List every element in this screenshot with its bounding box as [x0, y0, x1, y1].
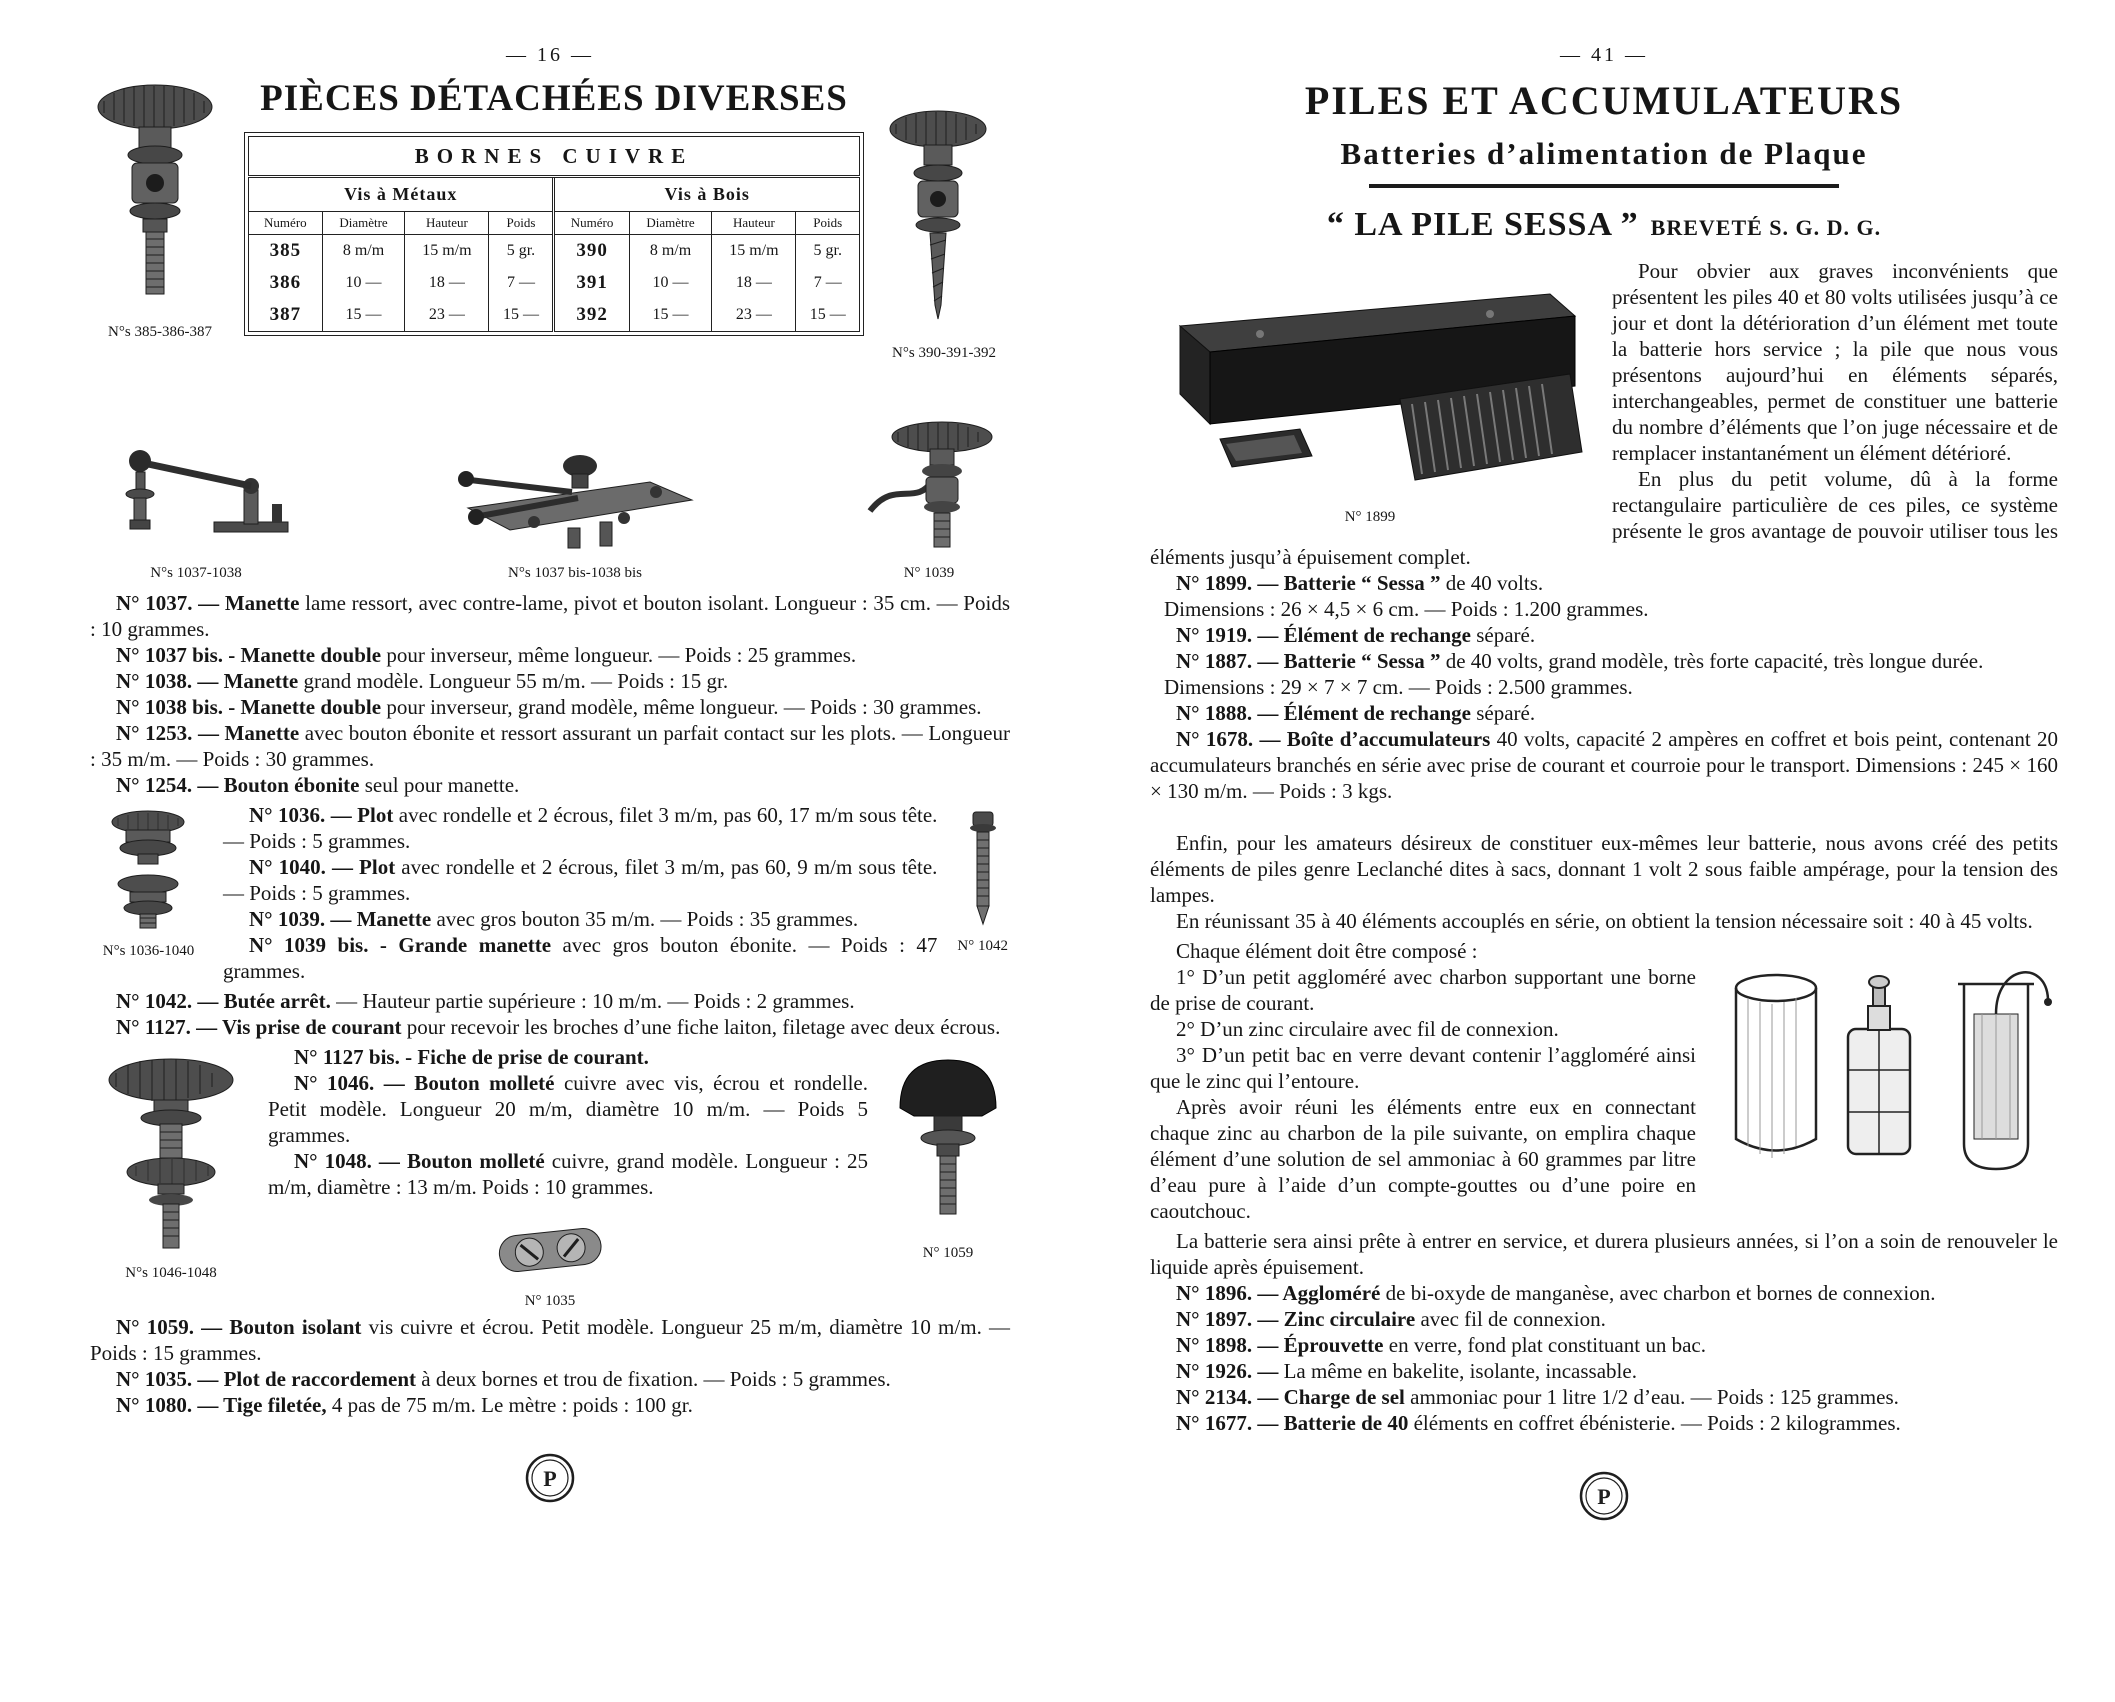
item-lead: N° 1678. — Boîte d’accumulateurs — [1176, 727, 1491, 751]
item-rest: cuivre avec vis, écrou et rondelle. Petit modèle. Longueur 20 m/m, diamètre 10 m/m. — Poids 5 grammes. — [268, 1071, 868, 1147]
cell: 387 — [269, 304, 302, 325]
point-3-paragraph: 3° D’un petit bac en verre devant contenir l’aggloméré ainsi que le zinc qui l’entoure. — [1150, 1043, 1696, 1093]
right-items — [1150, 1280, 2058, 1436]
patent-label: BREVETÉ S. G. D. G. — [1650, 215, 1882, 240]
point-1-paragraph: 1° D’un petit aggloméré avec charbon supportant une borne de prise de courant. — [1150, 965, 1696, 1015]
knob-lever-drawing — [854, 415, 1004, 555]
item-lead: N° 1038. — Manette — [116, 669, 299, 693]
item-lead: N° 1037 bis. - Manette double — [116, 643, 382, 667]
cell: 8 m/m — [629, 235, 712, 268]
catalog-item-1036 — [90, 802, 1010, 854]
knurled-knobs-drawing — [96, 1050, 246, 1255]
monogram-letter: P — [1597, 1484, 1611, 1509]
item-lead: N° 1037. — Manette — [116, 591, 300, 615]
binding-post-wood-illustration — [878, 103, 1010, 362]
publisher-monogram-icon — [1578, 1470, 1630, 1522]
item-lead: N° 1048. — Bouton molleté — [294, 1149, 545, 1173]
cell: 392 — [554, 299, 629, 332]
item-rest: avec fil de connexion. — [1415, 1307, 1606, 1331]
catalog-item-1677 — [1150, 1410, 2058, 1436]
dark-knob-drawing — [888, 1050, 1008, 1235]
item-lead: N° 1039 bis. - Grande manette — [249, 933, 552, 957]
item-rest: séparé. — [1470, 701, 1536, 725]
left-header-center — [248, 77, 860, 332]
cell: 15 — — [489, 299, 554, 332]
catalog-item-1038bis — [90, 694, 1010, 720]
catalog-item-1887 — [1150, 648, 2058, 674]
col-hauteur: Hauteur — [405, 212, 489, 235]
item-lead: N° 1035. — Plot de raccordement — [116, 1367, 416, 1391]
item-lead: N° 1919. — Élément de rechange — [1176, 623, 1471, 647]
sessa-battery-drawing — [1150, 264, 1590, 499]
cell: 15 m/m — [405, 235, 489, 268]
col-diametre-2: Diamètre — [629, 212, 712, 235]
item-rest: — Hauteur partie supérieure : 10 m/m. — Poids : 2 grammes. — [330, 989, 855, 1013]
item-rest: vis cuivre et écrou. Petit modèle. Longueur 25 m/m, diamètre 10 m/m. — Poids : 15 grammes. — [90, 1315, 1010, 1365]
product-heading — [1150, 206, 2058, 244]
page-number-left: — 16 — — [506, 44, 594, 66]
cell: 23 — — [712, 299, 796, 332]
caption-1037bis-1038bis: N°s 1037 bis-1038 bis — [508, 565, 642, 581]
group-vis-bois: Vis à Bois — [554, 177, 860, 212]
item-rest: pour inverseur, même longueur. — Poids : 25 grammes. — [381, 643, 857, 667]
col-numero-2: Numéro — [554, 212, 629, 235]
catalog-item-2134 — [1150, 1384, 2058, 1410]
cell: 8 m/m — [322, 235, 405, 268]
table-row — [249, 267, 860, 299]
sessa-battery-illustration — [1150, 264, 1590, 526]
col-numero: Numéro — [249, 212, 323, 235]
catalog-item-1678 — [1150, 726, 2058, 804]
item-rest: éléments en coffret ébénisterie. — Poids : 2 kilogrammes. — [1408, 1411, 1901, 1435]
dark-knob-illustration — [888, 1050, 1008, 1262]
connection-plate-illustration — [493, 1208, 608, 1310]
subtitle-divider — [1369, 184, 1839, 188]
item-lead: N° 1042. — Butée arrêt. — [116, 989, 331, 1013]
cell: 18 — — [712, 267, 796, 299]
item-rest: grand modèle. Longueur 55 m/m. — Poids : 15 gr. — [298, 669, 729, 693]
publisher-logo-right — [1150, 1470, 2058, 1527]
binding-post-metal-drawing — [90, 79, 220, 314]
cell: 15 m/m — [712, 235, 796, 268]
item-rest: La même en bakelite, isolante, incassable. — [1278, 1359, 1637, 1383]
catalog-item-1040 — [90, 854, 1010, 906]
dimensions-1887: Dimensions : 29 × 7 × 7 cm. — Poids : 2.500 grammes. — [1164, 675, 1633, 699]
item-lead: N° 1254. — Bouton ébonite — [116, 773, 360, 797]
catalog-item-1038 — [90, 668, 1010, 694]
cell: 10 — — [629, 267, 712, 299]
item-lead: N° 1896. — Aggloméré — [1176, 1281, 1381, 1305]
item-lead: N° 1898. — Éprouvette — [1176, 1333, 1384, 1357]
volume-paragraph: En plus du petit volume, dû à la forme rectangulaire particulière de ces piles, ce système présente le gros avantage de pouvoir utiliser tous les éléments jusqu’à épuisement complet. — [1150, 467, 2058, 569]
knurled-knobs-illustration — [96, 1050, 246, 1282]
compose-paragraph: Chaque élément doit être composé : — [1176, 939, 1478, 963]
cell: 5 gr. — [796, 235, 860, 268]
col-poids-2: Poids — [796, 212, 860, 235]
right-page-title: PILES ET ACCUMULATEURS — [1304, 78, 1904, 123]
item-lead: N° 1059. — Bouton isolant — [116, 1315, 362, 1339]
lever-illustrations-row — [96, 415, 1004, 582]
product-name: “ LA PILE SESSA ” — [1326, 206, 1639, 243]
dimensions-1899: Dimensions : 26 × 4,5 × 6 cm. — Poids : 1.200 grammes. — [1164, 597, 1649, 621]
col-poids: Poids — [489, 212, 554, 235]
item-lead: N° 1899. — Batterie “ Sessa ” — [1176, 571, 1441, 595]
right-page-subtitle: Batteries d’alimentation de Plaque — [1340, 136, 1868, 171]
serie-paragraph: En réunissant 35 à 40 éléments accouplés en série, on obtient la tension nécessaire soit : 40 à 45 volts. — [1176, 909, 2033, 933]
catalog-item-1042 — [90, 988, 1010, 1014]
item-lead: N° 1887. — Batterie “ Sessa ” — [1176, 649, 1441, 673]
pile-elements-drawing — [1716, 944, 2056, 1209]
catalog-item-1059 — [90, 1314, 1010, 1366]
item-rest: de 40 volts, grand modèle, très forte capacité, très longue durée. — [1440, 649, 1984, 673]
item-lead: N° 1127. — Vis prise de courant — [116, 1015, 402, 1039]
cell: 390 — [554, 235, 629, 268]
stud-drawing — [961, 808, 1005, 928]
item-rest: seul pour manette. — [359, 773, 520, 797]
group-vis-metaux: Vis à Métaux — [249, 177, 554, 212]
catalog-item-1037bis — [90, 642, 1010, 668]
item-rest: cuivre, grand modèle. Longueur : 25 m/m, diamètre : 13 m/m. Poids : 10 grammes. — [268, 1149, 868, 1199]
batterie-paragraph: La batterie sera ainsi prête à entrer en service, et durera plusieurs années, si l’on a soin de renouveler le liquide après épuisement. — [1150, 1229, 2058, 1279]
item-rest: ammoniac pour 1 litre 1/2 d’eau. — Poids : 125 grammes. — [1404, 1385, 1899, 1409]
binding-post-wood-drawing — [878, 103, 998, 335]
stud-illustration — [957, 808, 1008, 955]
item-rest: en verre, fond plat constituant un bac. — [1383, 1333, 1706, 1357]
connection-plate-drawing — [493, 1208, 608, 1283]
lever-switch-drawing — [96, 430, 296, 555]
lever-switch-illustration — [96, 430, 296, 582]
catalog-item-1926 — [1150, 1358, 2058, 1384]
table-title: BORNES CUIVRE — [249, 137, 860, 177]
col-hauteur-2: Hauteur — [712, 212, 796, 235]
item-rest: 4 pas de 75 m/m. Le mètre : poids : 100 gr. — [326, 1393, 693, 1417]
caption-1037-1038: N°s 1037-1038 — [150, 565, 242, 581]
catalog-item-1127 — [90, 1014, 1010, 1040]
knobs-block — [90, 1044, 1010, 1310]
catalog-item-1896 — [1150, 1280, 2058, 1306]
item-rest: de bi-oxyde de manganèse, avec charbon et bornes de connexion. — [1380, 1281, 1936, 1305]
item-lead: N° 1039. — Manette — [249, 907, 432, 931]
cell: 15 — — [629, 299, 712, 332]
catalog-item-1897 — [1150, 1306, 2058, 1332]
left-items — [90, 590, 1010, 1418]
item-lead: N° 1677. — Batterie de 40 — [1176, 1411, 1409, 1435]
cell: 18 — — [405, 267, 489, 299]
item-rest: avec gros bouton ébonite. — Poids : 47 grammes. — [223, 933, 938, 983]
page-number-right: — 41 — — [1560, 44, 1648, 66]
pile-elements-illustration — [1716, 944, 2056, 1214]
double-lever-illustration — [450, 430, 700, 582]
item-lead: N° 1897. — Zinc circulaire — [1176, 1307, 1416, 1331]
item-rest: avec rondelle et 2 écrous, filet 3 m/m, pas 60, 17 m/m sous tête. — Poids : 5 grammes. — [223, 803, 938, 853]
item-lead: N° 1046. — Bouton molleté — [294, 1071, 555, 1095]
catalog-item-1039 — [90, 906, 1010, 932]
item-lead: N° 1127 bis. - Fiche de prise de courant. — [294, 1045, 649, 1069]
item-lead: N° 1040. — Plot — [249, 855, 396, 879]
cell: 385 — [269, 240, 302, 261]
plots-illustration — [96, 808, 201, 960]
table-row — [249, 235, 860, 268]
catalog-item-1039bis — [90, 932, 1010, 984]
item-rest: lame ressort, avec contre-lame, pivot et bouton isolant. Longueur : 35 cm. — Poids : 10 grammes. — [90, 591, 1010, 641]
battery-intro-block — [1150, 258, 2058, 804]
cell: 7 — — [489, 267, 554, 299]
item-rest: pour recevoir les broches d’une fiche laiton, filetage avec deux écrous. — [401, 1015, 1001, 1039]
catalog-item-1035 — [90, 1366, 1010, 1392]
enfin-paragraph: Enfin, pour les amateurs désireux de constituer eux-mêmes leur batterie, nous avons créé des petits éléments de piles genre Leclanché dites à sacs, donnant 1 volt 2 sous faible ampérage, pour la tension des lampes. — [1150, 831, 2058, 907]
item-lead: N° 1038 bis. - Manette double — [116, 695, 382, 719]
item-rest: avec bouton ébonite et ressort assurant un parfait contact sur les plots. — Longueur : 35 m/m. — Poids : 30 grammes. — [90, 721, 1010, 771]
bornes-cuivre-table — [248, 136, 860, 332]
page-41 — [1150, 44, 2058, 1527]
table-group-row — [249, 177, 860, 212]
item-rest: avec gros bouton 35 m/m. — Poids : 35 grammes. — [431, 907, 859, 931]
caption-posts-left: N°s 385-386-387 — [108, 324, 212, 340]
catalog-item-1253 — [90, 720, 1010, 772]
caption-posts-right: N°s 390-391-392 — [892, 345, 996, 361]
caption-knobs: N°s 1046-1048 — [125, 1265, 217, 1281]
catalog-item-1254 — [90, 772, 1010, 798]
publisher-monogram-icon — [524, 1452, 576, 1504]
point-2-paragraph: 2° D’un zinc circulaire avec fil de connexion. — [1176, 1017, 1559, 1041]
col-diametre: Diamètre — [322, 212, 405, 235]
cell: 23 — — [405, 299, 489, 332]
plots-block — [90, 802, 1010, 984]
double-lever-drawing — [450, 430, 700, 555]
cell: 7 — — [796, 267, 860, 299]
left-header — [90, 77, 1010, 395]
item-lead: N° 1926. — — [1176, 1359, 1279, 1383]
page-16 — [90, 44, 1010, 1509]
catalog-item-1898 — [1150, 1332, 2058, 1358]
table-row — [249, 299, 860, 332]
table-header-row — [249, 212, 860, 235]
cell: 10 — — [322, 267, 405, 299]
item-lead: N° 1253. — Manette — [116, 721, 300, 745]
cell: 15 — — [796, 299, 860, 332]
cell: 15 — — [322, 299, 405, 332]
item-rest: avec rondelle et 2 écrous, filet 3 m/m, pas 60, 9 m/m sous tête. — Poids : 5 grammes. — [223, 855, 938, 905]
caption-dark-knob: N° 1059 — [922, 1245, 974, 1261]
cell: 391 — [554, 267, 629, 299]
catalog-item-1899 — [1150, 570, 2058, 596]
publisher-logo-left — [90, 1452, 1010, 1509]
item-lead: N° 2134. — Charge de sel — [1176, 1385, 1405, 1409]
plots-drawing — [96, 808, 201, 933]
item-lead: N° 1888. — Élément de rechange — [1176, 701, 1471, 725]
intro-paragraph: Pour obvier aux graves inconvénients que présentent les piles 40 et 80 volts utilisées jusqu’à ce jour et dont la détérioration d’un élément met toute la batterie hors service ; la pile que nous vous présentons aujourd’hui en éléments séparés, interchangeables, permet de constituer une batterie du nombre d’éléments que l’on juge nécessaire et de remplacer instantanément un élément détérioré. — [1612, 259, 2058, 465]
caption-1039: N° 1039 — [903, 565, 955, 581]
caption-plots: N°s 1036-1040 — [102, 943, 195, 959]
item-rest: à deux bornes et trou de fixation. — Poids : 5 grammes. — [416, 1367, 891, 1391]
binding-post-metal-illustration — [90, 79, 230, 341]
item-rest: pour inverseur, grand modèle, même longueur. — Poids : 30 grammes. — [381, 695, 982, 719]
caption-stud: N° 1042 — [957, 938, 1008, 954]
caption-plate: N° 1035 — [524, 1293, 576, 1309]
apres-paragraph: Après avoir réuni les éléments entre eux en connectant chaque zinc au charbon de la pile suivante, on emplira chaque élément d’une solution de sel ammoniac à 60 grammes par litre d’eau pure à l’aide d’un compte-gouttes ou d’une poire en caoutchouc. — [1150, 1095, 1696, 1223]
monogram-letter: P — [543, 1466, 557, 1491]
catalog-item-1888 — [1150, 700, 2058, 726]
cell: 5 gr. — [489, 235, 554, 268]
caption-1899: N° 1899 — [1344, 509, 1396, 525]
table-title-row — [249, 137, 860, 177]
elements-block — [1150, 938, 2058, 1224]
item-lead: N° 1036. — Plot — [249, 803, 394, 827]
item-lead: N° 1080. — Tige filetée, — [116, 1393, 327, 1417]
item-rest: séparé. — [1470, 623, 1536, 647]
knob-lever-illustration — [854, 415, 1004, 582]
item-rest: de 40 volts. — [1440, 571, 1544, 595]
left-page-title: PIÈCES DÉTACHÉES DIVERSES — [260, 78, 848, 119]
item-rest: 40 volts, capacité 2 ampères en coffret et bois peint, contenant 20 accumulateurs branchés en série avec prise de courant et courroie pour le transport. Dimensions : 245 × 160 × 130 m/m. — Poids : 3 kgs. — [1150, 727, 2058, 803]
cell: 386 — [269, 272, 302, 293]
catalog-item-1080 — [90, 1392, 1010, 1418]
catalog-item-1919 — [1150, 622, 2058, 648]
catalog-item-1037 — [90, 590, 1010, 642]
